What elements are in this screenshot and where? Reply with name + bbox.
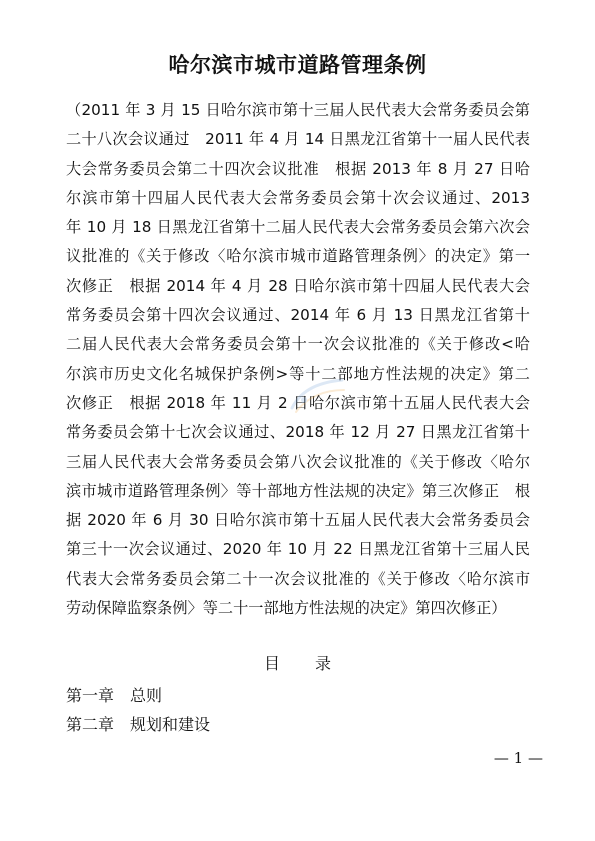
- preamble-line: 议批准的《关于修改〈哈尔滨市城市道路管理条例〉的决定》第一: [66, 247, 530, 266]
- preamble-line: 第三十一次会议通过、2020 年 10 月 22 日黑龙江省第十三届人民: [66, 540, 530, 559]
- watermark-logo: [282, 370, 352, 420]
- preamble-line: 二十八次会议通过 2011 年 4 月 14 日黑龙江省第十一届人民代表: [66, 130, 530, 149]
- preamble-line: 常务委员会第十四次会议通过、2014 年 6 月 13 日黑龙江省第十: [66, 306, 530, 325]
- preamble-line: 二届人民代表大会常务委员会第十一次会议批准的《关于修改<哈: [66, 335, 530, 354]
- preamble-line: 大会常务委员会第二十四次会议批准 根据 2013 年 8 月 27 日哈: [66, 159, 530, 178]
- preamble-line: 年 10 月 18 日黑龙江省第十二届人民代表大会常务委员会第六次会: [66, 218, 530, 237]
- document-title: 哈尔滨市城市道路管理条例: [168, 52, 427, 78]
- toc-chapter-number: 第二章: [66, 715, 115, 734]
- preamble: [66, 96, 530, 623]
- preamble-line: 三届人民代表大会常务委员会第八次会议批准的《关于修改〈哈尔: [66, 452, 530, 471]
- preamble-line: 次修正 根据 2018 年 11 月 2 日哈尔滨市第十五届人民代表大会: [66, 393, 530, 412]
- preamble-line: 尔滨市第十四届人民代表大会常务委员会第十次会议通过、2013: [66, 188, 530, 207]
- preamble-line: 常务委员会第十七次会议通过、2018 年 12 月 27 日黑龙江省第十: [66, 423, 530, 442]
- preamble-line: 代表大会常务委员会第二十一次会议批准的《关于修改〈哈尔滨市: [66, 569, 530, 588]
- preamble-line: （2011 年 3 月 15 日哈尔滨市第十三届人民代表大会常务委员会第: [66, 101, 530, 119]
- toc-chapter-title: 总则: [130, 686, 163, 705]
- preamble-line: 据 2020 年 6 月 30 日哈尔滨市第十五届人民代表大会常务委员会: [66, 511, 530, 530]
- toc-chapter-title: 规划和建设: [130, 715, 211, 734]
- page-number: — 1 —: [493, 749, 543, 767]
- preamble-line: 劳动保障监察条例〉等二十一部地方性法规的决定》第四次修正）: [66, 599, 507, 618]
- preamble-line: 尔滨市历史文化名城保护条例>等十二部地方性法规的决定》第二: [66, 364, 530, 383]
- preamble-line: 次修正 根据 2014 年 4 月 28 日哈尔滨市第十四届人民代表大会: [66, 276, 530, 295]
- toc-chapter-number: 第一章: [66, 686, 115, 705]
- preamble-line: 滨市城市道路管理条例〉等十部地方性法规的决定》第三次修正 根: [66, 481, 530, 500]
- toc-item: [66, 713, 210, 737]
- toc-heading: 目 录: [263, 654, 332, 673]
- toc-item: [66, 684, 162, 708]
